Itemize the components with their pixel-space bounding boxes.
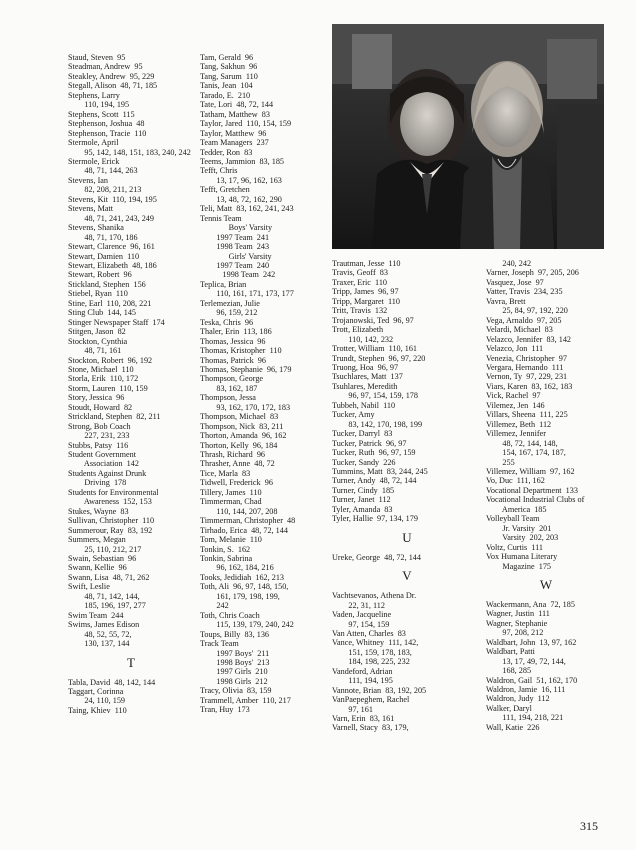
index-entry: Boys' Varsity — [200, 223, 273, 233]
index-entry: Terlemezian, Julie — [200, 298, 260, 308]
index-entry: 151, 159, 178, 183, — [332, 647, 412, 657]
index-entry: 184, 198, 225, 232 — [332, 657, 410, 667]
index-entry: 96, 159, 212 — [200, 308, 258, 318]
index-entry: Vaden, Jacqueline — [332, 610, 392, 620]
index-entry: Travis, Geoff 83 — [332, 268, 388, 278]
index-entry: Stermole, Erick — [68, 156, 120, 166]
index-entry: 82, 208, 211, 213 — [68, 185, 142, 195]
index-entry: Vocational Industrial Clubs of — [486, 495, 585, 505]
index-entry: 96, 162, 184, 216 — [200, 563, 274, 573]
index-entry: Trojanowski, Ted 96, 97 — [332, 315, 414, 325]
index-entry: 1997 Girls 210 — [200, 667, 268, 677]
section-letter: T — [127, 654, 135, 670]
index-entry: Stephens, Scott 115 — [68, 109, 135, 119]
index-entry: 13, 17, 96, 162, 163 — [200, 175, 282, 185]
index-entry: Taing, Khiev 110 — [68, 705, 127, 715]
index-entry: Vox Humana Literary — [486, 552, 558, 562]
index-entry: Vega, Arnaldo 97, 205 — [486, 315, 562, 325]
index-entry: Thomas, Stephanie 96, 179 — [200, 364, 292, 374]
index-entry: Tucker, Sandy 226 — [332, 457, 396, 467]
index-entry: Tyler, Hallie 97, 134, 179 — [332, 514, 418, 524]
index-entry: Stubbs, Patsy 116 — [68, 440, 129, 450]
index-entry: 48, 71, 161 — [68, 346, 122, 356]
index-entry: Vergara, Hernando 111 — [486, 362, 564, 372]
index-entry: Velazco, Jon 111 — [486, 344, 544, 354]
index-entry: 48, 71, 144, 263 — [68, 166, 138, 176]
photo-two-students — [332, 24, 604, 249]
index-entry: Trotter, William 110, 161 — [332, 344, 418, 354]
index-entry: Vavra, Brett — [486, 296, 526, 306]
index-entry: VanPaepeghem, Rachel — [332, 695, 410, 705]
index-entry: Stewart, Damien 110 — [68, 251, 140, 261]
page-number: 315 — [580, 819, 598, 833]
index-entry: Storla, Erik 110, 172 — [68, 374, 139, 384]
index-entry: Tsuchlares, Matt 137 — [332, 372, 403, 382]
index-entry: Waldron, Jamie 16, 111 — [486, 685, 566, 695]
index-entry: Tirhado, Erica 48, 72, 144 — [200, 525, 288, 535]
index-entry: Strong, Bob Coach — [68, 421, 131, 431]
index-entry: 24, 110, 159 — [68, 696, 126, 706]
index-entry: Waldbart, Patti — [486, 647, 535, 657]
index-entry: 185, 196, 197, 277 — [68, 601, 146, 611]
index-entry: Thorton, Amanda 96, 162 — [200, 431, 287, 441]
index-entry: Tran, Huy 173 — [200, 705, 250, 715]
index-entry: Team Managers 237 — [200, 138, 269, 148]
index-entry: Tefft, Chris — [200, 166, 238, 176]
index-entry: 25, 84, 97, 192, 220 — [486, 306, 568, 316]
index-entry: 96, 97, 154, 159, 178 — [332, 391, 418, 401]
index-entry: Waldron, Judy 112 — [486, 694, 550, 704]
index-entry: Wackermann, Ana 72, 185 — [486, 599, 575, 609]
index-entry: 83, 162, 187 — [200, 383, 258, 393]
index-entry: Vocational Department 133 — [486, 485, 578, 495]
index-entry: 97, 161 — [332, 704, 373, 714]
index-entry: Tedder, Ron 83 — [200, 147, 253, 157]
index-entry: 13, 48, 72, 162, 290 — [200, 194, 282, 204]
index-entry: Stoudt, Howard 82 — [68, 402, 133, 412]
index-entry: Teplica, Brian — [200, 279, 247, 289]
index-entry: Awareness 152, 153 — [68, 497, 152, 507]
index-entry: Tom, Melanie 110 — [200, 535, 262, 545]
index-entry: 48, 71, 241, 243, 249 — [68, 213, 154, 223]
index-entry: Velardi, Michael 83 — [486, 325, 553, 335]
index-entry: Tonkin, S. 162 — [200, 544, 251, 554]
index-entry: Vachtsevanos, Athena Dr. — [332, 591, 417, 601]
index-entry: Thrash, Richard 96 — [200, 450, 266, 460]
index-entry: Track Team — [200, 639, 239, 649]
index-entry: Vernon, Ty 97, 229, 231 — [486, 372, 568, 382]
index-entry: Summers, Megan — [68, 535, 126, 545]
index-entry: Thaler, Erin 113, 186 — [200, 327, 272, 337]
index-entry: Stickland, Stephen 156 — [68, 279, 146, 289]
index-entry: Jr. Varsity 201 — [486, 523, 552, 533]
index-entry: Trundt, Stephen 96, 97, 220 — [332, 353, 426, 363]
index-entry: Tripp, James 96, 97 — [332, 287, 399, 297]
index-entry: Tyler, Amanda 83 — [332, 504, 393, 514]
index-entry: Stephenson, Tracie 110 — [68, 128, 147, 138]
index-entry: Stewart, Elizabeth 48, 186 — [68, 260, 157, 270]
index-entry: 130, 137, 144 — [68, 639, 130, 649]
index-entry: Ureke, George 48, 72, 144 — [332, 552, 421, 562]
photo-two-students-icon — [332, 24, 604, 249]
index-entry: Truong, Hoa 96, 97 — [332, 362, 399, 372]
index-entry: Traxer, Eric 110 — [332, 277, 388, 287]
index-entry: Tripp, Margaret 110 — [332, 296, 400, 306]
index-entry: 255 — [486, 457, 515, 467]
index-entry: Wall, Katie 226 — [486, 722, 540, 732]
index-entry: Stinger Newspaper Staff 174 — [68, 317, 165, 327]
index-entry: Stockton, Robert 96, 192 — [68, 355, 153, 365]
index-entry: Stevens, Matt — [68, 204, 114, 214]
index-entry: Tubbeh, Nabil 110 — [332, 400, 396, 410]
index-entry: Tennis Team — [200, 213, 242, 223]
index-entry: Sullivan, Christopher 110 — [68, 516, 155, 526]
index-entry: 1998 Team 242 — [200, 270, 276, 280]
index-entry: Steadman, Andrew 95 — [68, 62, 143, 72]
index-entry: 161, 179, 198, 199, — [200, 591, 280, 601]
index-entry: 13, 17, 49, 72, 144, — [486, 656, 566, 666]
index-entry: 95, 142, 148, 151, 183, 240, 242 — [68, 147, 191, 157]
index-entry: Vick, Rachel 97 — [486, 391, 541, 401]
index-entry: Driving 178 — [68, 478, 127, 488]
index-entry: Steakley, Andrew 95, 229 — [68, 71, 155, 81]
index-entry: 154, 167, 174, 187, — [486, 448, 566, 458]
index-entry: 111, 194, 195 — [332, 676, 393, 686]
index-entry: Stevens, Ian — [68, 175, 109, 185]
index-entry: Sting Club 144, 145 — [68, 308, 137, 318]
index-entry: 97, 154, 159 — [332, 619, 390, 629]
index-entry: Vatter, Travis 234, 235 — [486, 287, 563, 297]
index-entry: 48, 52, 55, 72, — [68, 629, 132, 639]
index-entry: 83, 142, 170, 198, 199 — [332, 419, 423, 429]
index-entry: Tidwell, Frederick 96 — [200, 478, 273, 488]
index-entry: Timmerman, Christopher 48 — [200, 516, 296, 526]
index-entry: Stevens, Shanika — [68, 223, 124, 233]
index-entry: Thorton, Kelly 96, 184 — [200, 440, 278, 450]
index-entry: Van Atten, Charles 83 — [332, 628, 406, 638]
index-entry: Vance, Whitney 111, 142, — [332, 638, 419, 648]
index-entry: Thomas, Patrick 96 — [200, 355, 266, 365]
index-entry: Story, Jessica 96 — [68, 393, 125, 403]
index-entry: Stephens, Larry — [68, 90, 120, 100]
index-entry: 1997 Team 241 — [200, 232, 270, 242]
index-entry: Stine, Earl 110, 208, 221 — [68, 298, 152, 308]
index-entry: Stiebel, Ryan 110 — [68, 289, 128, 299]
index-entry: 22, 31, 112 — [332, 600, 385, 610]
index-entry: Thomas, Kristopher 110 — [200, 346, 282, 356]
index-entry: Tate, Lori 48, 72, 144 — [200, 100, 274, 110]
index-entry: Villemez, William 97, 162 — [486, 466, 575, 476]
index-entry: Tucker, Ruth 96, 97, 159 — [332, 448, 416, 458]
index-entry: Tummins, Matt 83, 244, 245 — [332, 466, 428, 476]
index-entry: 48, 72, 144, 148, — [486, 438, 558, 448]
index-entry: Voltz, Curtis 111 — [486, 542, 544, 552]
index-entry: Teli, Matt 83, 162, 241, 243 — [200, 204, 294, 214]
index-entry: Wagner, Justin 111 — [486, 609, 550, 619]
index-entry: Storm, Lauren 110, 159 — [68, 383, 148, 393]
index-entry: 48, 71, 142, 144, — [68, 591, 140, 601]
index-entry: Varsity 202, 203 — [486, 533, 559, 543]
index-entry: 115, 139, 179, 240, 242 — [200, 620, 294, 630]
index-entry: 227, 231, 233 — [68, 431, 130, 441]
index-entry: Tice, Marla 83 — [200, 468, 251, 478]
index-entry: Strickland, Stephen 82, 211 — [68, 412, 161, 422]
index-entry: Stevens, Kit 110, 194, 195 — [68, 194, 157, 204]
index-entry: Tritt, Travis 132 — [332, 306, 388, 316]
index-entry: Tarado, E. 210 — [200, 90, 251, 100]
index-entry: Stockton, Cynthia — [68, 336, 128, 346]
index-entry: 242 — [200, 601, 229, 611]
index-entry: Girls' Varsity — [200, 251, 272, 261]
index-entry: 97, 208, 212 — [486, 628, 544, 638]
index-entry: Swain, Sebastian 96 — [68, 554, 137, 564]
index-entry: Tang, Sakhun 96 — [200, 62, 258, 72]
index-entry: 1998 Girls 212 — [200, 676, 268, 686]
section-letter: W — [539, 576, 553, 592]
index-entry: Tam, Gerald 96 — [200, 53, 254, 62]
index-entry: Volleyball Team — [486, 514, 540, 524]
index-entry: Trautman, Jesse 110 — [332, 259, 401, 268]
index-entry: Staud, Steven 95 — [68, 53, 126, 62]
index-entry: Turner, Cindy 185 — [332, 485, 395, 495]
index-entry: Stukes, Wayne 83 — [68, 506, 129, 516]
index-entry: Villars, Sheena 111, 225 — [486, 410, 568, 420]
section-letter: U — [402, 529, 412, 545]
index-entry: Students Against Drunk — [68, 468, 147, 478]
index-entry: Stone, Michael 110 — [68, 364, 134, 374]
index-entry: Turner, Janet 112 — [332, 495, 391, 505]
index-entry: Tabla, David 48, 142, 144 — [68, 677, 156, 687]
index-entry: 1998 Boys' 213 — [200, 658, 270, 667]
index-entry: Thompson, Nick 83, 211 — [200, 421, 284, 431]
index-entry: Thompson, Michael 83 — [200, 412, 279, 422]
index-entry: Villemez, Beth 112 — [486, 419, 552, 429]
section-letter: V — [402, 568, 412, 584]
index-entry: Stermole, April — [68, 138, 119, 148]
index-entry: Villemez, Jennifer — [486, 429, 546, 439]
index-entry: Velazco, Jennifer 83, 142 — [486, 334, 572, 344]
index-entry: Vandeford, Adrian — [332, 666, 393, 676]
index-entry: Stephenson, Joshua 48 — [68, 119, 145, 129]
index-entry: Tooks, Jedidiah 162, 213 — [200, 572, 285, 582]
index-entry: Students for Environmental — [68, 487, 159, 497]
index-column-4 — [486, 259, 606, 732]
index-entry: 110, 194, 195 — [68, 100, 130, 110]
index-entry: Venezia, Christopher 97 — [486, 353, 567, 363]
index-entry: Viars, Karen 83, 162, 183 — [486, 381, 573, 391]
index-entry: Thrasher, Anne 48, 72 — [200, 459, 275, 469]
index-entry: Turner, Andy 48, 72, 144 — [332, 476, 417, 486]
index-entry: Toups, Billy 83, 136 — [200, 629, 270, 639]
index-entry: America 185 — [486, 504, 547, 514]
index-entry: Walker, Daryl — [486, 703, 532, 713]
index-entry: Vannote, Brian 83, 192, 205 — [332, 685, 427, 695]
index-entry: Toth, Ali 96, 97, 148, 150, — [200, 582, 289, 592]
index-column-3 — [332, 259, 482, 733]
index-entry: Tucker, Darryl 83 — [332, 429, 393, 439]
index-entry: Vasquez, Jose 97 — [486, 277, 544, 287]
index-entry: Tanis, Jean 104 — [200, 81, 253, 91]
index-entry: Tatham, Matthew 83 — [200, 109, 270, 119]
index-entry: Waldbart, John 13, 97, 162 — [486, 637, 577, 647]
index-entry: Timmerman, Chad — [200, 497, 262, 507]
index-entry: 48, 71, 170, 186 — [68, 232, 138, 242]
index-entry: Taggart, Corinna — [68, 687, 124, 696]
index-entry: Trott, Elizabeth — [332, 325, 384, 335]
index-column-2 — [200, 53, 328, 715]
index-entry: Thompson, George — [200, 374, 264, 384]
index-entry: 110, 142, 232 — [332, 334, 394, 344]
index-entry: Vo, Duc 111, 162 — [486, 476, 545, 486]
index-entry: 240, 242 — [486, 259, 532, 268]
index-entry: Swann, Kellie 96 — [68, 563, 127, 573]
index-entry: Taylor, Jared 110, 154, 159 — [200, 119, 292, 129]
index-entry: Varner, Joseph 97, 205, 206 — [486, 268, 579, 278]
index-entry: Tucker, Patrick 96, 97 — [332, 438, 407, 448]
index-entry: Swims, James Edison — [68, 620, 140, 630]
index-entry: 168, 285 — [486, 666, 532, 676]
index-entry: 110, 144, 207, 208 — [200, 506, 278, 516]
index-entry: Wagner, Stephanie — [486, 618, 548, 628]
index-entry: Summerour, Ray 83, 192 — [68, 525, 153, 535]
index-entry: Toth, Chris Coach — [200, 610, 260, 620]
index-entry: Swim Team 244 — [68, 610, 124, 620]
index-entry: Teska, Chris 96 — [200, 317, 254, 327]
index-entry: 110, 161, 171, 173, 177 — [200, 289, 294, 299]
index-entry: Tracy, Olivia 83, 159 — [200, 686, 272, 696]
index-column-1 — [68, 53, 194, 715]
index-entry: Waldron, Gail 51, 162, 170 — [486, 675, 578, 685]
index-entry: Stegall, Alison 48, 71, 185 — [68, 81, 158, 91]
index-entry: Stitgen, Jason 82 — [68, 327, 126, 337]
index-entry: Trammell, Amber 110, 217 — [200, 695, 291, 705]
index-entry: Teems, Jammion 83, 185 — [200, 156, 285, 166]
index-entry: Taylor, Matthew 96 — [200, 128, 267, 138]
index-entry: Association 142 — [68, 459, 139, 469]
index-entry: Magazine 175 — [486, 561, 552, 571]
index-entry: Swift, Leslie — [68, 582, 110, 592]
index-entry: Tsuhlares, Meredith — [332, 381, 398, 391]
index-entry: Tonkin, Sabrina — [200, 554, 253, 564]
index-entry: Swann, Lisa 48, 71, 262 — [68, 572, 150, 582]
index-entry: 1997 Boys' 211 — [200, 648, 270, 658]
index-entry: Student Government — [68, 450, 136, 460]
index-entry: Stewart, Clarence 96, 161 — [68, 242, 155, 252]
index-entry: 25, 110, 212, 217 — [68, 544, 142, 554]
index-entry: Vilemez, Jen 146 — [486, 400, 545, 410]
index-entry: Thomas, Jessica 96 — [200, 336, 266, 346]
index-entry: Varnell, Stacy 83, 179, — [332, 723, 409, 733]
index-entry: 111, 194, 218, 221 — [486, 713, 564, 723]
index-entry: 1998 Team 243 — [200, 242, 270, 252]
index-entry: Tucker, Amy — [332, 410, 375, 420]
index-entry: Tillery, James 110 — [200, 487, 262, 497]
index-entry: Tefft, Gretchen — [200, 185, 250, 195]
index-entry: 1997 Team 240 — [200, 260, 270, 270]
index-entry: Stewart, Robert 96 — [68, 270, 132, 280]
index-entry: 93, 162, 170, 172, 183 — [200, 402, 291, 412]
index-entry: Varn, Erin 83, 161 — [332, 714, 395, 724]
index-entry: Thompson, Jessa — [200, 393, 256, 403]
index-entry: Tang, Sarum 110 — [200, 71, 258, 81]
